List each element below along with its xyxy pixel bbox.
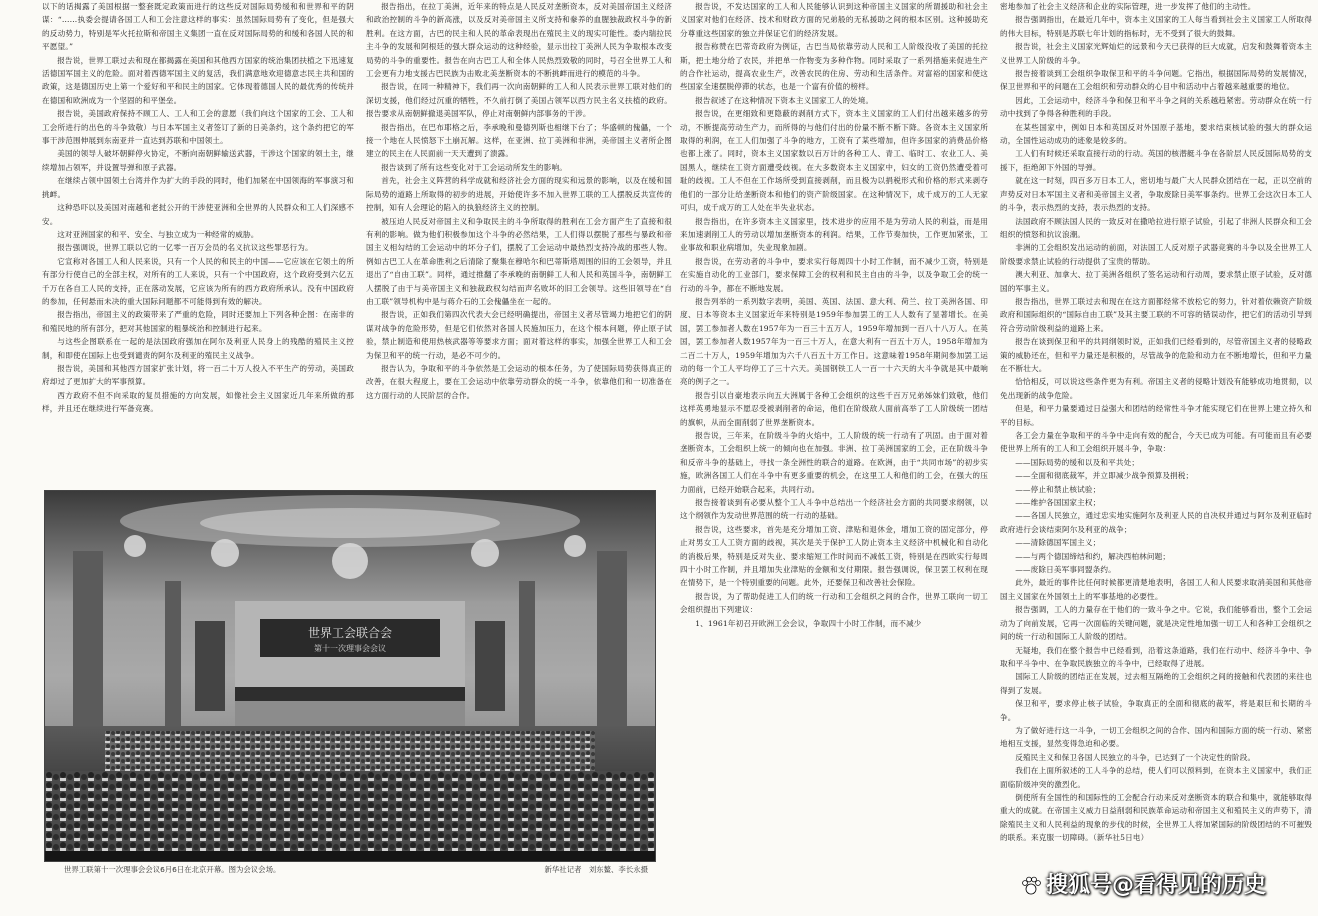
paragraph: 首先，社会主义阵营的科学成就和经济社会方面的现实和远景的影响，以及在缓和国际局势的道路上所取得的初步的进展，开始使许多不加入世界工联的工人摆脱反共宣传的控制，知有人会理论的陷入的执狼经济主义的控制。 [366, 176, 672, 213]
paragraph: 国际工人阶级的团结正在发展，过去相互隔绝的工会组织之间的接触和代表团的来往也得到了发展。 [1000, 672, 1312, 695]
paragraph: 报告谈到了所有这些变化对于工会运动所发生的影响。 [381, 162, 568, 172]
paragraph: 报告说，社会主义国家光辉灿烂的远景和今天已获得的巨大成就，启发和鼓舞着资本主义世界工人阶级的斗争。 [1000, 42, 1312, 65]
paragraph: 它宣称对各国工人和人民来说，只有一个人民的和民主的中国——它应该在它领土的所有部分行使自己的全部主权，对所有的工人来说，只有一个中国政府，这个政府受到六亿五千万在各自工人民的支持，正在落动发展，它应该为所有的西方政府所承认。没有中国政府的参加，任何悬而未决的重大国际问题都不可能得到有效的解决。 [42, 256, 354, 306]
paragraph: 在某些国家中，例如日本和英国反对外国原子基地，要求结束核试验的强大的群众运动，全国性运动成功的迹象是较多的。 [1000, 122, 1312, 146]
paragraph: 各工会力量在争取和平的斗争中走向有效的配合，今天已成为可能。有可能而且有必要使世界上所有的工人和工会组织开展斗争，争取： [1000, 431, 1312, 454]
conference-photo [44, 490, 656, 862]
paragraph: 报告说，正如我们第四次代表大会已经明确提出，帝国主义者尽管竭力地把它们的阴谋对战争的危险形势，但是它们依然对各国人民施加压力，在这个根本问题，停止原子试验，禁止制造和使用热核武器等等要求方面；面对着这样的事实，加强全世界工人和工会为保卫和平的统一行动，是必不可少的。 [366, 310, 672, 360]
paragraph: 报告指出，在巴布耶格之后，李承晚和曼德列斯也相继下台了；华盛顿的傀儡，一个接一个地在人民愤怒下土崩瓦解。这样，在亚洲、拉丁美洲和非洲，美帝国主义者所企图建立的民主在人民面前一天天遭到了溃露。 [366, 122, 672, 159]
paragraph: 这对亚洲国家的和平、安全、与独立成为一种经常的威胁。 [57, 229, 259, 239]
paragraph: 倒使所有全国性的和国际性的工会配合行动来反对垄断资本的联合和集中，就能够取得重大的成就。在帝国主义威力日益削弱和民族革命运动和帝国主义和殖民主义的声势下，清除殖民主义和人民利益的现象的步伐的时候，全世界工人将加紧国际的阶级团结的不可摧毁的联系。来克服一切障碍。（新华社5日电） [1000, 792, 1312, 843]
paragraph: 报告指出，帝国主义的政策带来了严重的危险，同时还要加上下列各种企图：在南非的和殖民地的所有部分，把对其他国家的粗暴统治和控制进行起来。 [42, 310, 354, 333]
paragraph: 报告指出，世界工联过去和现在在这方面都经常不放松它的努力，针对着依赖资产阶级政府和国际组织的“国际自由工联”及其主要工联的不可容的错误动作，把它们的活动引导到符合劳动阶级利益的道路上来。 [1000, 296, 1312, 333]
paragraph: 报告指出，在许多资本主义国家里，技术进步的应用不是为劳动人民的利益，而是用来加速剥削工人的劳动以增加垄断资本的利润。结果，工作节奏加快，工作更加紧张，工业事故和职业病增加，失业现象加剧。 [680, 216, 988, 253]
paragraph: 报告说，美国和其他西方国家扩张计划，将一百二十万人投入不平生产的劳动，美国政府却过了更加扩大的军事预算。 [42, 363, 354, 387]
photo-caption [44, 863, 654, 877]
paw-icon [1020, 875, 1042, 897]
paragraph: 西方政府不但不向采取的复员措施的方向发展，如像社会主义国家近几年来所做的那样，并且还在继续进行军备竞赛。 [42, 390, 354, 414]
paragraph: 报告在谈到保卫和平的共同纲领时说，正如我们已经看到的，尽管帝国主义者的侵略政策的威胁还在，但和平力量还是积极的，尽管战争的危险和动力在不断地增长，但和平力量在不断壮大。 [1000, 337, 1312, 373]
paragraph: 报告接着谈到工会组织争取保卫和平的斗争问题。它指出，根据国际局势的发展情况，保卫世界和平的问题在工会组织和劳动群众的心目中和活动中占着越来越重要的地位。 [1000, 69, 1312, 92]
article-column-4 [1000, 0, 1312, 885]
paragraph: 此外，最近的事件比任何时候都更清楚地表明，各国工人和人民要求取消美国和其他帝国主义国家在外国领土上的军事基地的必要性。 [1000, 578, 1312, 601]
paragraph: 密地参加了社会主义经济和企业的实际管理，进一步发挥了他们的主动性。 [1000, 2, 1256, 11]
photo-credit: 新华社记者 刘东鳌、李长永摄 [544, 865, 648, 874]
paragraph: 报告说，为了帮助促进工人们的统一行动和工会组织之间的合作，世界工联向一切工会组织提出下列建议： [680, 591, 988, 615]
article-column-3 [680, 0, 988, 885]
paragraph: 美国的领导人破坏朝鲜停火协定，不断向南朝鲜输送武器，干涉这个国家的领土主，继续增加占领军，并设置导弹和原子武器。 [42, 149, 354, 172]
paragraph: ——清除德国军国主义； [1015, 538, 1101, 548]
conference-hall-image [45, 491, 655, 861]
paragraph: 报告说，这些要求，首先是充分增加工资、津贴和退休金，增加工资的固定部分，停止对男女工人工资方面的歧视，其次是关于保护工人防止资本主义经济中机械化和自动化的消极后果，特别是反对失业、要求缩短工作时间而不减低工资，特别是在西欧实行每周四十小时工作制，并且增加失业津贴的金额和支付期限。报告强调说，保卫罢工权利在现在情势下，是一个特别重要的问题。此外，还要保卫和改善社会保险。 [680, 524, 988, 588]
paragraph: 工人们有时候还采取直接行动的行动。英国的核潜艇斗争在各阶层人民反国际局势的支援下，拒绝卸下外国的导弹。 [1000, 149, 1312, 172]
paragraph: 我们在上面所叙述的工人斗争的总结，使人们可以预料到，在资本主义国家中，我们正面临阶级冲突的激烈化。 [1000, 766, 1312, 789]
paragraph: ——废除日美军事同盟条约。 [1015, 565, 1116, 575]
paragraph: ——国际局势的缓和以及和平共处； [1015, 457, 1140, 467]
paragraph: 报告强调指出，在最近几年中，资本主义国家的工人每当看到社会主义国家工人所取得的伟大目标，特别是苏联七年计划的指标时，无不受到了很大的鼓舞。 [1000, 15, 1312, 38]
paragraph: 报告引以自豪地表示向五大洲属于各种工会组织的这些千百万兄弟姊妹们致敬，他们这样英勇地显示不愿忍受被剥削者的命运，他们在阶级敌人面前高举了工人阶级统一团结的旗帜，从而全面削弱了世界垄断资本。 [680, 390, 988, 427]
paragraph: ——全面和彻底裁军，并立即减少战争预算及捐税； [1015, 471, 1194, 481]
paragraph: 报告说，美国政府保持不顾工人、工人和工会的意愿（我们向这个国家的工会、工人和工会所进行的出色的斗争致敬）与日本军国主义者签订了新的日美条约，这个条约把它的军事干涉范围伸展到东南亚并一直达到苏联和中国领土。 [42, 109, 354, 146]
paragraph: 被压迫人民反对帝国主义和争取民主的斗争所取得的胜利在工会方面产生了直接和很有利的影响。做为他们积极参加这个斗争的必然结果，工人们得以摆脱了那些与暴政和帝国主义相勾结的工会运动中的坏分子们，摆脱了工会运动中最热烈支持冷战的那些人物。例如古巴工人在革命胜利之后清除了聚集在穆哈尔和巴蒂斯塔周围的旧的工会领导，并且退出了“自由工联”。同样，通过推翻了李承晚的南朝鲜工人和人民和英国斗争，南朝鲜工人摆脱了由于与美帝国主义和独裁政权勾结而声名败坏的旧工会领导。这些旧领导在“自由工联”领导机构中是与蒋介石的工会傀儡坐在一起的。 [366, 216, 672, 306]
paragraph: 报告说，三年来，在阶级斗争的火焰中，工人阶级的统一行动有了巩固。由于面对着垄断资本，工会组织上统一的倾向也在加强。非洲、拉丁美洲国家的工会，正在阶级斗争和反帝斗争的基础上，寻找一条全洲性的联合的道路。在欧洲，由于“共同市场”的初步实施，欧洲各国工人们在斗争中有更多重要的机会，在这里工人和他们的工会，在强大的压力面前，已经开始联合起来，共同行动。 [680, 431, 988, 494]
banner-title: 世界工会联合会 [307, 626, 393, 640]
caption-text: 世界工联第十一次理事会会议6月6日在北京开幕。图为会议会场。 [64, 865, 281, 874]
paragraph: 与这些企图联系在一起的是法国政府强加在阿尔及利亚人民身上的残酷的殖民主义控制，和即使在国际上也受到谴责的阿尔及利亚的殖民主义战争。 [42, 337, 354, 360]
sohu-watermark [1020, 868, 1310, 908]
paragraph: 在继续占领中国领土台湾并作为扩大的手段的同时，他们加紧在中国领海的军事演习和挑衅。 [42, 176, 354, 199]
paragraph: 报告指出，在拉丁美洲，近年来的特点是人民反对垄断资本，反对美国帝国主义经济和政治控制的斗争的新高涨，以及反对美帝国主义所支持和豢养的血腥独裁政权斗争的新胜利。在这方面，古巴的民主和人民的革命表现出在殖民主义的现实可能性。委内瑞拉民主斗争的发展和阿根廷的强大群众运动的这种经验，显示出拉丁美洲人民为争取根本改变局势的斗争的重要性。报告在向古巴工人和全体人民热烈致敬的同时，号召全世界工人和工会更有力地支援古巴民族为击败北美垄断资本的不断挑衅而进行的模范的斗争。 [366, 2, 672, 79]
paragraph: 报告列举的一系列数字表明，美国、英国、法国、意大利、荷兰、拉丁美洲各国、印度、日本等资本主义国家近年来特别是1959年参加罢工的工人人数有了显著增长。在美国，罢工参加者人数在1957年为一百三十五万人，1959年增加到一百八十八万人。在英国，罢工参加者人数1957年为一百三十万人，在意大利有一百五十万人，1958年增加为二百二十万人，1959年增加为六千八百五十万工作日。这意味着1958年期间参加罢工运动的每一个工人平均停工了三十六天。美国钢铁工人一百一十六天的大斗争就是其中最响亮的例子之一。 [680, 296, 988, 387]
paragraph: 报告说，不发达国家的工人和人民能够认识到这种帝国主义国家的所谓援助和社会主义国家对他们在经济、技术和财政方面的兄弟般的无私援助之间的根本区别。这种援助充分尊重这些国家的独立并保证它们的经济发展。 [680, 2, 988, 38]
paragraph: 报告说，世界工联过去和现在都揭露在美国和其他西方国家的统治集团扶植之下迅速复活德国军国主义的危险。面对着西德军国主义的复活，我们满意地欢迎德意志民主共和国的政策，这是德国历史上第一个爱好和平和民主的国家。它体现着德国人民的最优秀的传统并在德国和欧洲成为一个坚固的和平堡垒。 [42, 55, 354, 105]
article-column-1 [42, 0, 354, 480]
paragraph: ——各国人民独立，通过忠实地实施阿尔及利亚人民的自决权并通过与阿尔及利亚临时政府进行会谈结束阿尔及利亚的战争； [1000, 511, 1312, 534]
paragraph: ——停止和禁止核试验； [1015, 484, 1101, 494]
paragraph: 报告称赞在巴蒂奇政府为例证，古巴当局依靠劳动人民和工人阶级没收了美国的托拉斯，把土地分给了农民，并把单一作物变为多种作物。同时采取了一系列措施来促进生产的合作社运动，提高农业生产，改善农民的住房、劳动和生活条件。对富裕的国家和使这些国家全速摆脱停滞的状态，也是一个富有价值的榜样。 [680, 42, 988, 92]
watermark-text: 搜狐号@看得见的历史 [1046, 873, 1267, 898]
paragraph: 报告说，在更细致和更隐蔽的剥削方式下，资本主义国家的工人们付出越来越多的劳动，不断提高劳动生产力，而所得的与他们付出的份量不断不断下降。各资本主义国家所取得的利润，在工人们加强了斗争的地方，工资有了某些增加，但许多国家的消费品价格也都上涨了。同时，资本主义国家数以百万计的各种工人、青工、临时工、农业工人、美国黑人，继续在工资方面遭受歧视。在大多数资本主义国家中，妇女的工资仍然遭受着可耻的歧视。工人不但在工作场所受到直接剥削，而且极为以捐税形式和价格的形式来剥夺他们的一部分让给垄断资本和他们的资产阶级国家。在这种情况下，成千成万的工人无家可归，成千成万的工人处在半失业状态。 [680, 109, 988, 213]
paragraph: 非洲的工会组织发出运动的前面，对法国工人反对原子武器竞赛的斗争以及全世界工人阶级要求禁止试验的行动提供了宝贵的帮助。 [1000, 243, 1312, 266]
paragraph: 报告认为，争取和平的斗争依然是工会运动的根本任务，为了使国际局势获得真正的改善，在很大程度上，要在工会运动中依靠劳动群众的统一斗争，依靠他们和一切准备在这方面行动的人民阶层的合作。 [366, 363, 672, 400]
paragraph: 就在这一时刻，四百多万日本工人，密切地与最广大人民群众团结在一起，正以空前的声势反对日本军国主义者和美帝国主义者，争取废除日美军事条约。世界工会这次日本工人的斗争，表示热烈的支持，表示热烈的支持。 [1000, 176, 1312, 213]
paragraph: 报告说，在劳动者的斗争中，要求实行每周四十小时工作制，而不减少工资，特别是在实施自动化的工业部门，要求保障工会的权利和民主自由的斗争，以及争取工会的统一行动的斗争，都在不断地发展。 [680, 256, 988, 293]
paragraph: 这种恐吓以及美国对南越和老挝公开的干涉使亚洲和全世界的人民群众和工人们深感不安。 [42, 203, 354, 226]
paragraph: 报告接着谈到有必要从整个工人斗争中总结出一个经济社会方面的共同要求纲领，以这个纲领作为发动世界范围的统一行动的基础。 [680, 498, 988, 521]
paragraph: 报告叙述了在这种情况下资本主义国家工人的处境。 [695, 95, 874, 105]
paragraph: 无疑地，我们在整个报告中已经看到，沿着这条道路，我们在行动中、经济斗争中、争取和平斗争中、在争取民族独立的斗争中，已经取得了进展。 [1000, 645, 1312, 668]
paragraph: 澳大利亚、加拿大、拉丁美洲各组织了签名运动和行动周，要求禁止原子试验，反对德国的军事主义。 [1000, 270, 1312, 293]
paragraph: 法国政府不顾法国人民的一致反对在撒哈拉进行原子试验，引起了非洲人民群众和工会组织的愤怒和抗议浪潮。 [1000, 216, 1312, 239]
paragraph: 报告说，在同一种精神下，我们再一次向南朝鲜的工人和人民表示世界工联对他们的深切支援，他们经过沉重的牺牲，不久前打倒了美国占领军以西方民主名义扶植的政府。报告要求从南朝鲜撤退美国军队，停止对南朝鲜内部事务的干涉。 [366, 82, 672, 119]
paragraph: 反殖民主义和保卫各国人民独立的斗争，已达到了一个决定性的阶段。 [1015, 752, 1256, 762]
paragraph: 恰恰相反，可以说这些条件更为有利。帝国主义者的侵略计划没有能够成功地贯彻，以免出现新的战争危险。 [1000, 377, 1312, 400]
paragraph: 1、1961年初召开欧洲工会会议，争取四十小时工作制，而不减少 [695, 618, 922, 628]
paragraph: ——维护各国国家主权； [1015, 498, 1101, 508]
paragraph: 为了做好进行这一斗争，一切工会组织之间的合作、国内和国际方面的统一行动、紧密地相互支援，显然变得急迫和必要。 [1000, 725, 1312, 749]
paragraph: 但是，和平力量要通过日益强大和团结的经常性斗争才能实现它们在世界上建立持久和平的目标。 [1000, 404, 1312, 427]
paragraph: 以下的话揭露了美国根据一整套既定政策而进行的这些反对国际局势缓和和世界和平的阴谋：“……执委会提请各国工人和工会注意这样的事实：虽然国际局势有了变化，但是强大的反动势力，特别是军火托拉斯和帝国主义集团一直在反对国际局势的和缓和各国人民的和平愿望。” [42, 2, 354, 52]
paragraph: 因此，工会运动中，经济斗争和保卫和平斗争之间的关系越趋紧密。劳动群众在统一行动中找到了争得各种胜利的手段。 [1000, 95, 1312, 119]
paragraph: 报告强调，工人的力量存在于他们的一致斗争之中。它说，我们能够看出，整个工会运动为了向前发展，它再一次面临的关键问题，就是决定性地加强一切工人和各种工会组织之间的统一行动和国际工人阶级的团结。 [1000, 605, 1312, 642]
article-column-2 [366, 0, 672, 480]
paragraph: ——与两个德国缔结和约，解决西柏林问题； [1015, 551, 1171, 561]
paragraph: 保卫和平，要求停止核子试验，争取真正的全面和彻底的裁军，将是艰巨和长期的斗争。 [1000, 699, 1312, 722]
paragraph: 报告强调说，世界工联以它的一亿零一百万会员的名义抗议这些罪恶行为。 [57, 243, 313, 253]
banner-subtitle: 第十一次理事会会议 [314, 644, 386, 653]
